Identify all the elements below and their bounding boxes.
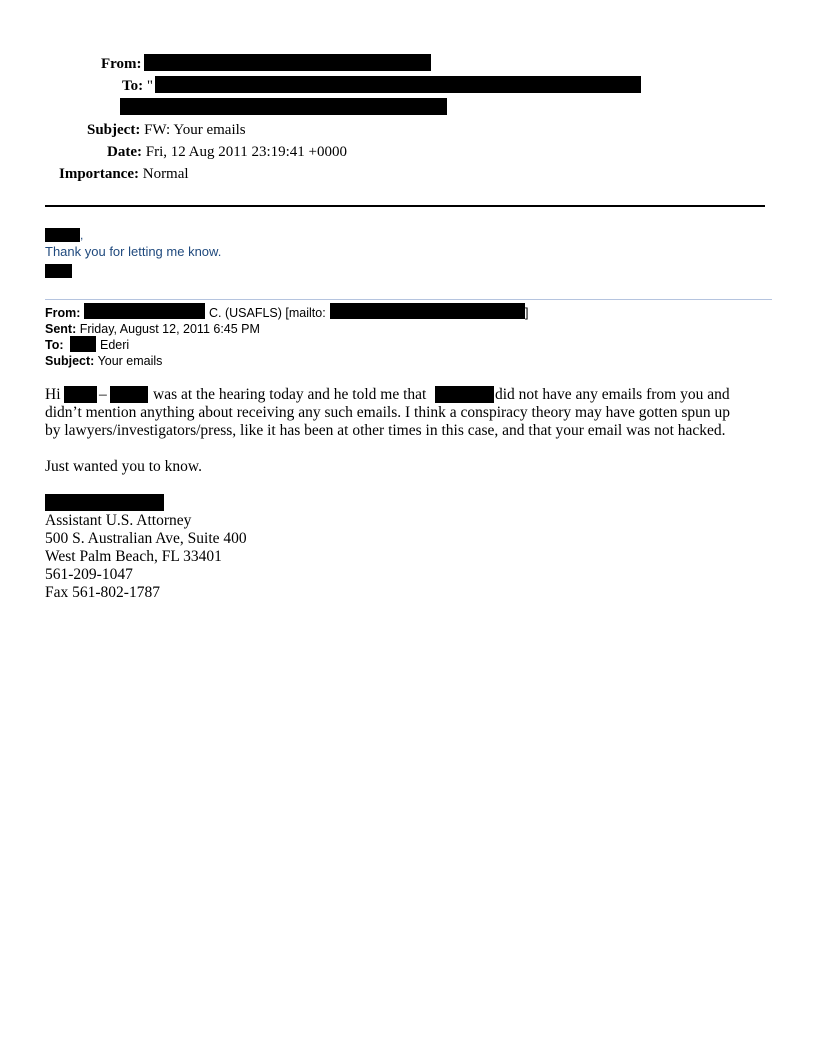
body-line1-b: did not have any emails from you and — [495, 386, 730, 403]
header-date-label: Date: — [107, 144, 142, 160]
redaction-reply-signature — [45, 264, 72, 278]
redaction-header-from — [144, 54, 431, 71]
forward-from-row — [45, 305, 80, 321]
redaction-header-to-1 — [155, 76, 641, 93]
forward-to-label: To: — [45, 338, 64, 352]
forward-subject-value: Your emails — [97, 354, 163, 368]
body-line3: by lawyers/investigators/press, like it has been at other times in this case, and that your email was not hacked. — [45, 422, 726, 439]
body-line2: didn’t mention anything about receiving any such emails. I think a conspiracy theory may have gotten spun up — [45, 404, 730, 421]
forward-sent-value: Friday, August 12, 2011 6:45 PM — [79, 322, 260, 336]
header-subject-value: FW: Your emails — [144, 122, 246, 138]
forward-sent-row — [45, 321, 260, 337]
forward-sent-label: Sent: — [45, 322, 77, 336]
header-date-value: Fri, 12 Aug 2011 23:19:41 +0000 — [145, 144, 347, 160]
forward-to-row — [45, 337, 64, 353]
forward-from-close: ] — [525, 306, 529, 320]
signature-address1: 500 S. Australian Ave, Suite 400 — [45, 530, 247, 547]
signature-title: Assistant U.S. Attorney — [45, 512, 192, 529]
body-dash: – — [99, 386, 107, 403]
forward-subject-label: Subject: — [45, 354, 95, 368]
redaction-body-name-1 — [64, 386, 97, 403]
body-closing: Just wanted you to know. — [45, 458, 202, 475]
header-importance-value: Normal — [142, 166, 189, 182]
redaction-reply-greeting — [45, 228, 80, 242]
header-importance-row — [59, 165, 189, 183]
signature-phone: 561-209-1047 — [45, 566, 133, 583]
redaction-body-name-3 — [435, 386, 494, 403]
header-to-label: To: — [122, 78, 144, 94]
forward-divider — [45, 299, 772, 300]
signature-address2: West Palm Beach, FL 33401 — [45, 548, 222, 565]
header-from-label: From: — [101, 56, 142, 72]
forward-from-label: From: — [45, 306, 81, 320]
forward-to-value: Ederi — [100, 338, 130, 352]
redaction-forward-to — [70, 336, 96, 352]
signature-fax: Fax 561-802-1787 — [45, 584, 160, 601]
redaction-forward-from-email — [330, 303, 525, 319]
forward-from-value: C. (USAFLS) [mailto: — [209, 306, 326, 320]
redaction-header-to-2 — [120, 98, 447, 115]
header-to-prefix: " — [146, 78, 153, 94]
header-date-row — [107, 143, 347, 161]
header-subject-row — [87, 121, 246, 139]
header-importance-label: Importance: — [59, 166, 139, 182]
redaction-signature-name — [45, 494, 164, 511]
header-divider — [45, 205, 765, 207]
reply-message: Thank you for letting me know. — [45, 244, 222, 259]
body-line1-a: was at the hearing today and he told me that — [153, 386, 427, 403]
forward-subject-row — [45, 353, 162, 369]
redaction-forward-from-name — [84, 303, 205, 319]
header-to-row — [122, 77, 153, 95]
redaction-body-name-2 — [110, 386, 148, 403]
reply-comma: , — [80, 228, 84, 242]
header-subject-label: Subject: — [87, 122, 141, 138]
body-hi: Hi — [45, 386, 61, 403]
header-from-row — [101, 55, 142, 73]
